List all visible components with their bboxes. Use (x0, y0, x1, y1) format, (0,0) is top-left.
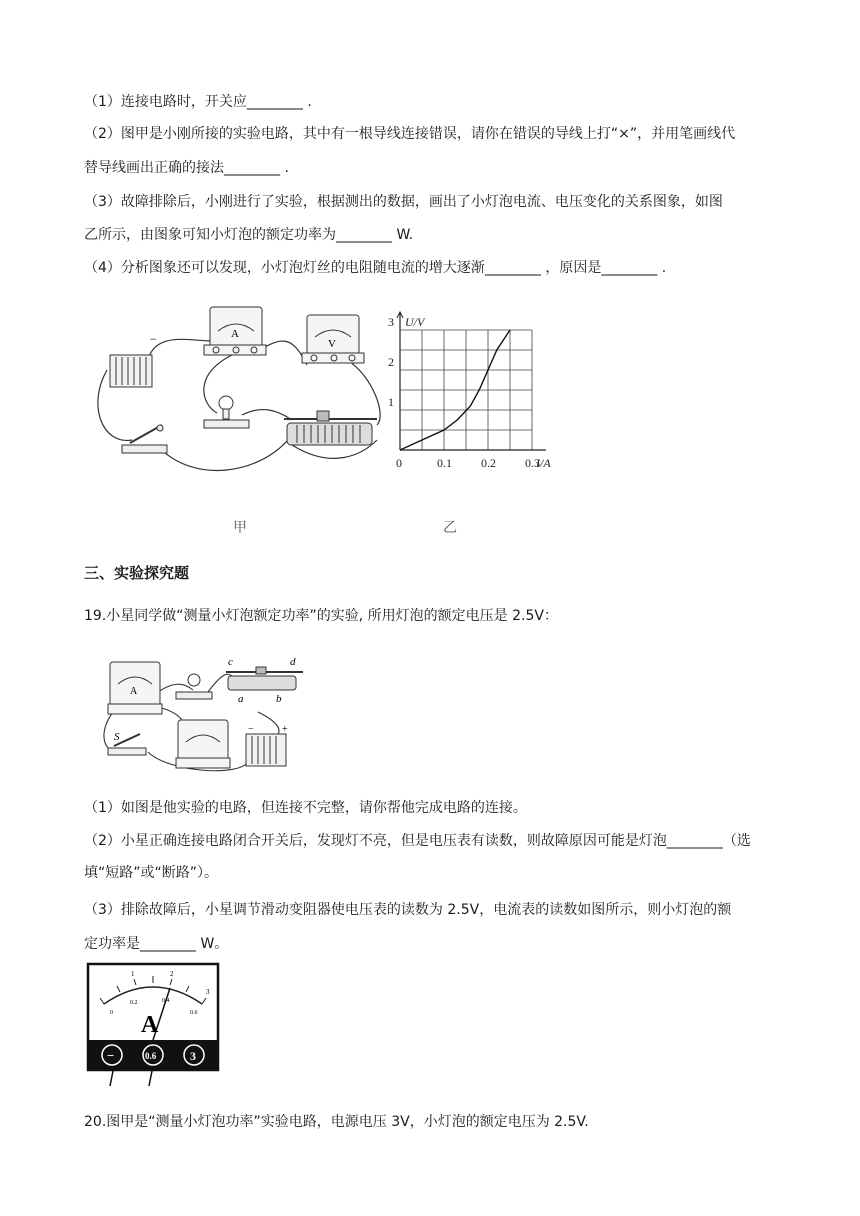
q18-part2-line1: （2）图甲是小刚所接的实验电路，其中有一根导线连接错误，请你在错误的导线上打“×”，并用笔画线代 (84, 126, 736, 142)
rheostat-icon (284, 411, 377, 445)
battery-icon (246, 734, 286, 766)
label-b: b (276, 693, 282, 705)
y-tick-label: 3 (388, 315, 394, 329)
q19-part2-line2: 填“短路”或“断路”）。 (84, 865, 219, 881)
lamp-icon (204, 396, 249, 428)
section-title: 三、实验探究题 (84, 564, 190, 582)
figure-label-jia: 甲 (233, 520, 247, 536)
switch-icon (122, 425, 167, 453)
voltmeter-symbol: V (328, 338, 336, 350)
x-tick-label: 0 (396, 456, 402, 470)
x-tick-label: 0.1 (437, 456, 452, 470)
y-tick-label: 1 (388, 395, 394, 409)
q18-part4: （4）分析图象还可以发现，小灯泡灯丝的电阻随电流的增大逐渐________ ，原因是________ . (84, 260, 667, 276)
figure-label-yi: 乙 (443, 520, 457, 536)
battery-plus-label: + (282, 724, 288, 735)
upper-scale-1: 1 (131, 970, 135, 978)
lower-scale-06: 0.6 (190, 1010, 198, 1016)
x-tick-label: 0.3 (525, 456, 540, 470)
x-axis-label: I/A (536, 456, 551, 470)
label-s: S (114, 731, 120, 743)
lower-scale-04: 0.4 (162, 998, 170, 1004)
circuit-figure-q19 (98, 652, 310, 780)
q18-part1: （1）连接电路时，开关应________ . (84, 94, 312, 110)
label-d: d (290, 656, 296, 668)
ammeter-symbol: A (231, 328, 239, 340)
ui-chart (380, 300, 570, 480)
q18-part2-line2: 替导线画出正确的接法________ . (84, 160, 289, 176)
y-tick-label: 2 (388, 355, 394, 369)
q19-ammeter-symbol: A (130, 686, 138, 697)
terminal-06-label: 0.6 (145, 1051, 157, 1061)
label-a: a (238, 693, 244, 705)
voltmeter-icon (176, 720, 230, 768)
circuit-figure-jia (92, 295, 392, 485)
lower-scale-02: 0.2 (130, 1000, 138, 1006)
q20-intro: 20.图甲是“测量小灯泡功率”实验电路，电源电压 3V，小灯泡的额定电压为 2.5V. (84, 1114, 589, 1130)
terminal-3-label: 3 (190, 1049, 196, 1063)
q19-part1: （1）如图是他实验的电路，但连接不完整，请你帮他完成电路的连接。 (84, 800, 527, 816)
ammeter-dial-figure (86, 962, 222, 1086)
battery-minus-label: − (150, 332, 157, 346)
ammeter-dial-symbol: A (141, 1012, 159, 1038)
x-tick-label: 0.2 (481, 456, 496, 470)
y-axis-label: U/V (405, 315, 425, 329)
q18-part3-line2: 乙所示，由图象可知小灯泡的额定功率为________ W. (84, 227, 414, 243)
upper-scale-2: 2 (170, 970, 174, 978)
lamp-icon (176, 674, 212, 699)
battery-icon (110, 355, 152, 387)
battery-minus-label: − (248, 724, 254, 735)
q18-part3-line1: （3）故障排除后，小刚进行了实验，根据测出的数据，画出了小灯泡电流、电压变化的关系图象，如图 (84, 194, 723, 210)
q19-part3-line1: （3）排除故障后，小星调节滑动变阻器使电压表的读数为 2.5V，电流表的读数如图所示，则小灯泡的额 (84, 902, 732, 918)
upper-scale-3: 3 (206, 988, 210, 996)
label-c: c (228, 656, 233, 668)
terminal-minus-label: − (107, 1048, 115, 1063)
q19-intro: 19.小星同学做“测量小灯泡额定功率”的实验, 所用灯泡的额定电压是 2.5V： (84, 608, 558, 624)
q19-part3-line2: 定功率是________ W。 (84, 936, 229, 952)
lower-scale-0: 0 (110, 1010, 113, 1016)
q19-part2-line1: （2）小星正确连接电路闭合开关后，发现灯不亮，但是电压表有读数，则故障原因可能是灯泡________（选 (84, 833, 751, 849)
rheostat-icon (226, 667, 303, 690)
